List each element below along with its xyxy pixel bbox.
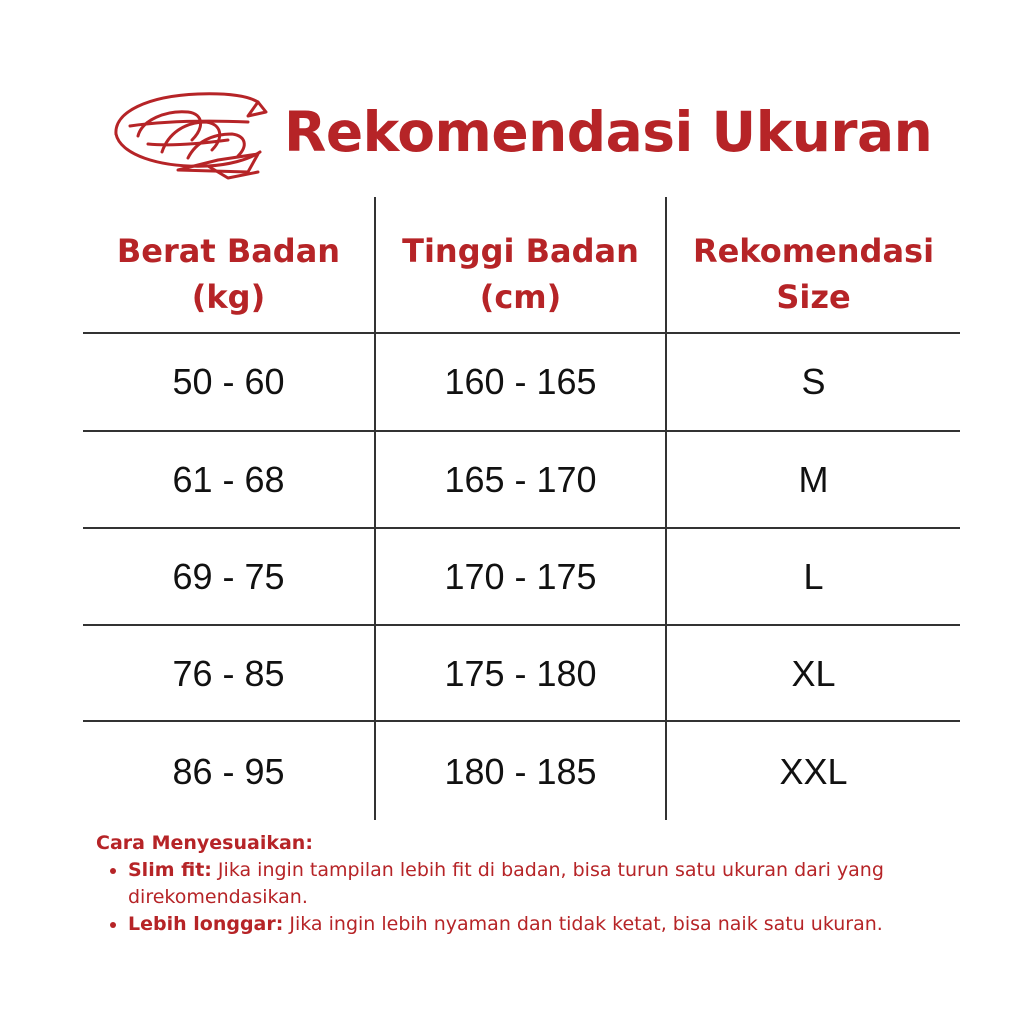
weight-cell: 50 - 60 bbox=[172, 361, 285, 402]
column-header-line: Berat Badan bbox=[116, 232, 341, 270]
table-row bbox=[83, 626, 960, 722]
note-label: Lebih longgar: bbox=[128, 913, 284, 935]
list-item bbox=[128, 857, 996, 911]
column-header-line: Size bbox=[776, 278, 851, 316]
column-header-line: (kg) bbox=[191, 278, 266, 316]
height-cell: 165 - 170 bbox=[444, 459, 597, 500]
table-row bbox=[83, 529, 960, 625]
notes-list bbox=[96, 857, 996, 938]
note-text: Jika ingin tampilan lebih fit di badan, bisa turun satu ukuran dari yang direkomendasikan. bbox=[128, 859, 884, 908]
table-row bbox=[83, 724, 960, 820]
table-row bbox=[83, 334, 960, 430]
list-item bbox=[128, 911, 996, 938]
size-cell: M bbox=[798, 459, 829, 500]
page-title: Rekomendasi Ukuran bbox=[284, 100, 933, 164]
height-cell: 170 - 175 bbox=[444, 556, 597, 597]
notes-title: Cara Menyesuaikan: bbox=[96, 832, 313, 854]
size-cell: S bbox=[801, 361, 826, 402]
column-header-size bbox=[667, 219, 960, 329]
header bbox=[108, 76, 932, 188]
row-divider bbox=[83, 720, 960, 722]
brand-logo-icon bbox=[108, 82, 268, 182]
weight-cell: 76 - 85 bbox=[172, 653, 285, 694]
size-cell: L bbox=[803, 556, 824, 597]
note-text: Jika ingin lebih nyaman dan tidak ketat, bisa naik satu ukuran. bbox=[283, 913, 883, 935]
table-row bbox=[83, 432, 960, 528]
size-table bbox=[83, 197, 960, 820]
column-header-line: (cm) bbox=[479, 278, 562, 316]
column-header-height bbox=[376, 219, 665, 329]
size-cell: XXL bbox=[779, 751, 848, 792]
column-header-line: Tinggi Badan bbox=[402, 232, 639, 270]
height-cell: 180 - 185 bbox=[444, 751, 597, 792]
column-header-weight bbox=[83, 219, 374, 329]
weight-cell: 69 - 75 bbox=[172, 556, 285, 597]
fit-notes bbox=[96, 830, 996, 938]
note-label: Slim fit: bbox=[128, 859, 212, 881]
weight-cell: 86 - 95 bbox=[172, 751, 285, 792]
height-cell: 160 - 165 bbox=[444, 361, 597, 402]
weight-cell: 61 - 68 bbox=[172, 459, 285, 500]
height-cell: 175 - 180 bbox=[444, 653, 597, 694]
column-header-line: Rekomendasi bbox=[692, 232, 935, 270]
size-cell: XL bbox=[791, 653, 836, 694]
